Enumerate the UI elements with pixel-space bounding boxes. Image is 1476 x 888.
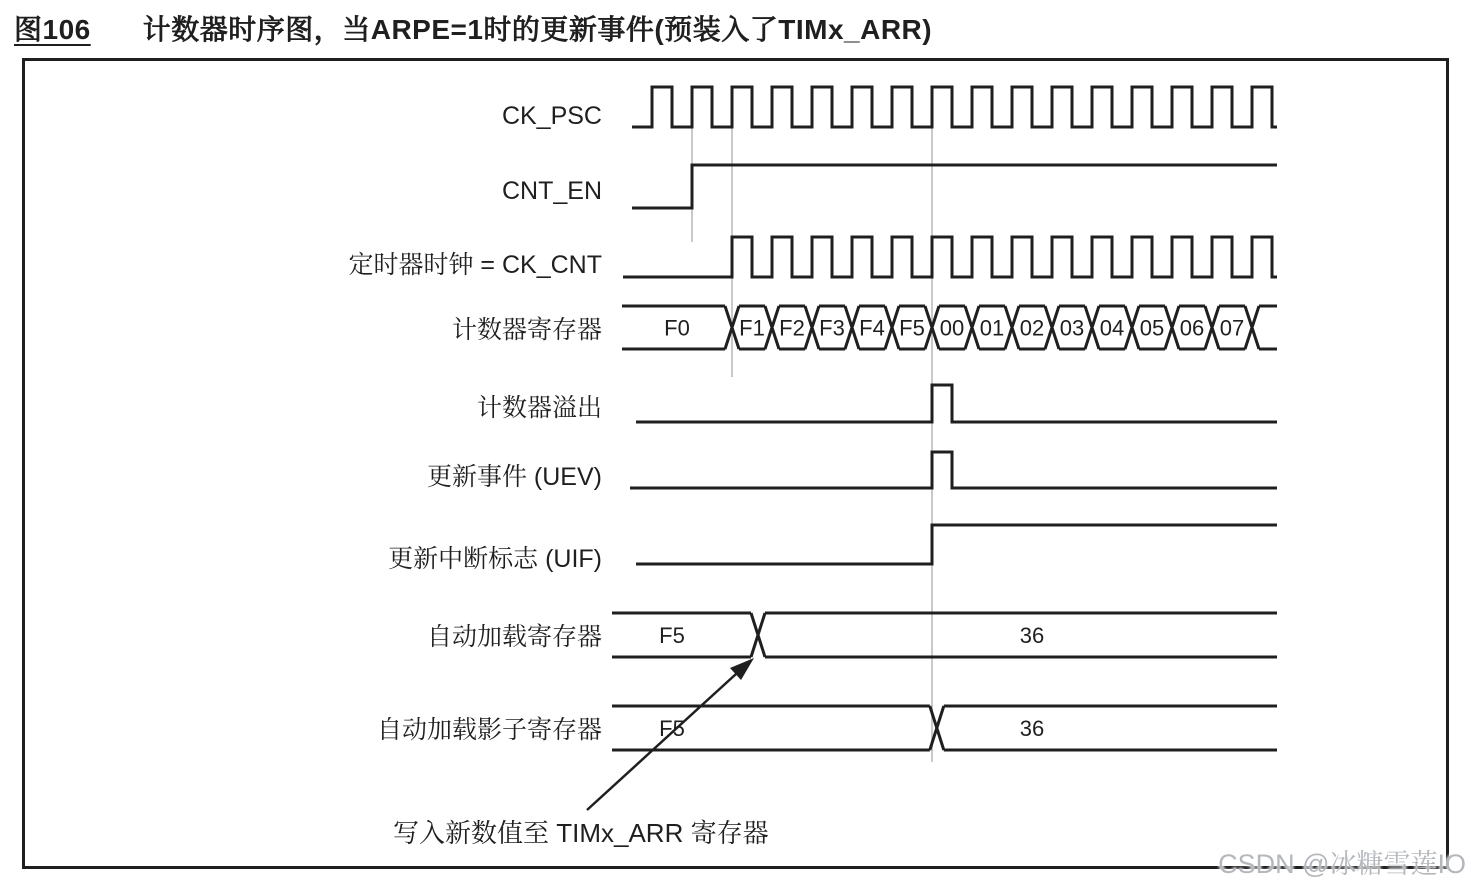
waveform-uev <box>630 452 1277 488</box>
bus-value-counter-2: F2 <box>779 315 805 341</box>
signal-label-counter: 计数器寄存器 <box>451 316 602 344</box>
annotation-write-new-value: 写入新数值至 TIMx_ARR 寄存器 <box>393 818 769 848</box>
bus-value-counter-10: 04 <box>1099 315 1125 341</box>
signal-label-cnt-en: CNT_EN <box>501 177 602 205</box>
bus-value-counter-6: 00 <box>939 315 965 341</box>
bus-value-counter-12: 06 <box>1179 315 1205 341</box>
signal-label-ck-cnt: 定时器时钟 = CK_CNT <box>348 251 602 279</box>
bus-value-counter-9: 03 <box>1059 315 1085 341</box>
arrow-line <box>587 674 736 810</box>
signal-label-arr-shadow: 自动加载影子寄存器 <box>376 716 602 744</box>
waveform-overflow <box>636 385 1277 422</box>
signal-label-uif: 更新中断标志 (UIF) <box>388 545 602 573</box>
waveform-arr_shadow <box>612 706 1277 750</box>
bus-value-counter-1: F1 <box>739 315 765 341</box>
bus-value-counter-7: 01 <box>979 315 1005 341</box>
signal-label-arr: 自动加载寄存器 <box>426 623 602 651</box>
waveform-arr <box>612 613 1277 657</box>
bus-value-arr_shadow-0: F5 <box>659 716 685 741</box>
bus-value-arr_shadow-1: 36 <box>1019 716 1045 741</box>
bus-value-arr-1: 36 <box>1019 623 1045 648</box>
bus-value-counter-0: F0 <box>664 315 690 341</box>
bus-value-counter-11: 05 <box>1139 315 1165 341</box>
bus-value-arr-0: F5 <box>659 623 685 648</box>
waveform-uif <box>636 525 1277 564</box>
watermark: CSDN @冰糖雪莲IO <box>1218 849 1466 879</box>
waveform-ck_cnt <box>623 237 1277 277</box>
bus-value-counter-5: F5 <box>899 315 925 341</box>
bus-value-counter-8: 02 <box>1019 315 1045 341</box>
bus-value-counter-4: F4 <box>859 315 885 341</box>
bus-value-counter-3: F3 <box>819 315 845 341</box>
signal-label-ck-psc: CK_PSC <box>501 102 602 130</box>
bus-value-counter-13: 07 <box>1219 315 1245 341</box>
figure-number: 图106 <box>14 14 91 45</box>
figure-title-text: 计数器时序图，当ARPE=1时的更新事件(预装入了TIMx_ARR) <box>142 14 933 45</box>
signal-label-uev: 更新事件 (UEV) <box>426 463 602 491</box>
waveform-ck_psc <box>632 87 1277 127</box>
waveform-cnt_en <box>632 165 1277 208</box>
signal-label-overflow: 计数器溢出 <box>476 394 602 422</box>
